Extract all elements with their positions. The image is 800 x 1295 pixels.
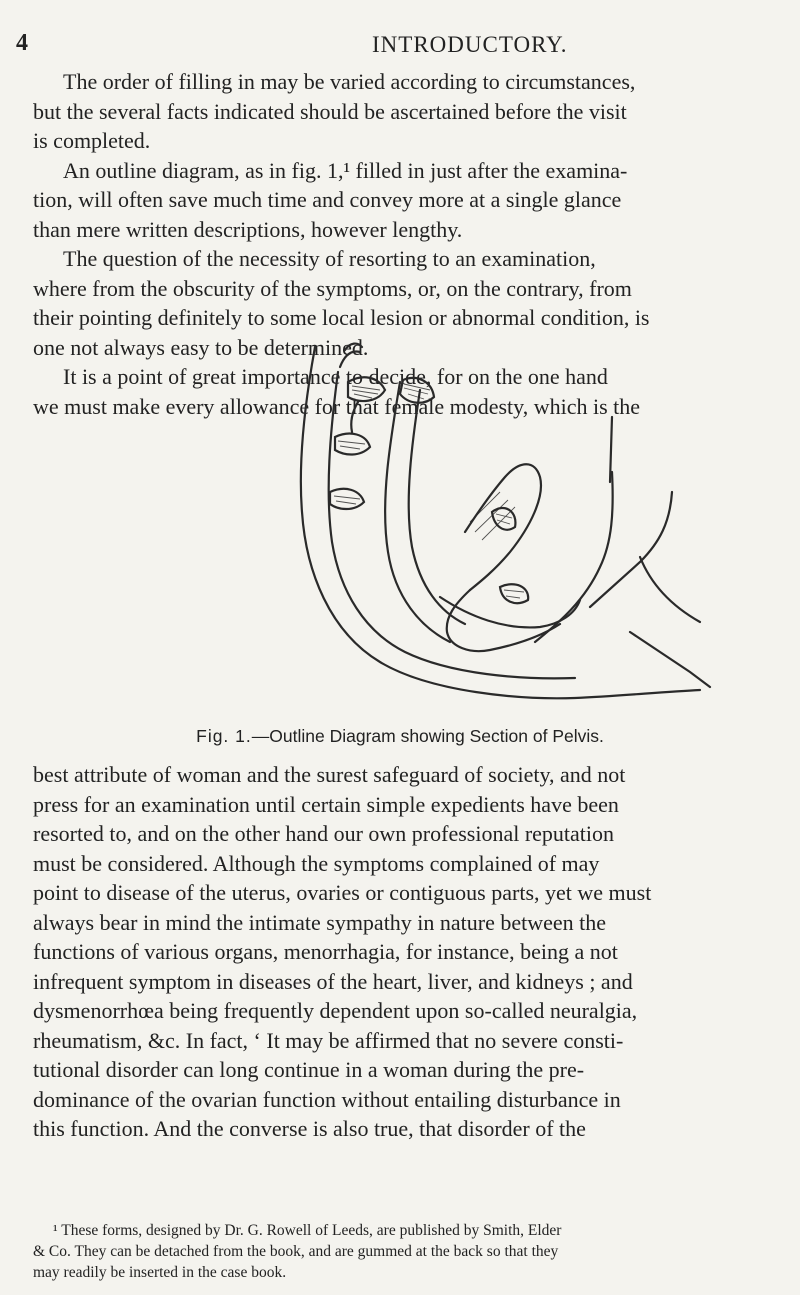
footnote bbox=[33, 1220, 773, 1283]
text-line: than mere written descriptions, however lengthy. bbox=[33, 216, 463, 242]
vaginal-canal bbox=[447, 590, 560, 651]
text-line: is completed. bbox=[33, 128, 151, 153]
text-line: one not always easy to be determined. bbox=[33, 334, 369, 360]
footnote-line: may readily be inserted in the case book. bbox=[33, 1264, 287, 1281]
text-line: always bear in mind the intimate sympathy in nature between the bbox=[33, 909, 607, 935]
text-line: this function. And the converse is also true, that disorder of the bbox=[33, 1116, 586, 1141]
pelvis-outline-diagram bbox=[0, 342, 800, 722]
text-line: tion, will often save much time and convey more at a single glance bbox=[33, 187, 622, 212]
text-line: best attribute of woman and the surest safeguard of society, and not bbox=[33, 762, 626, 787]
figure-caption bbox=[0, 726, 800, 747]
pelvis-section-figure bbox=[0, 342, 800, 722]
hatching bbox=[334, 384, 524, 598]
text-line: but the several facts indicated should be ascertained before the visit bbox=[33, 98, 627, 124]
text-line: we must make every allowance for that female modesty, which is the bbox=[33, 393, 641, 419]
text-line: must be considered. Although the symptoms complained of may bbox=[33, 850, 600, 876]
page-number: 4 bbox=[16, 30, 28, 56]
text-line: The order of filling in may be varied according to circumstances, bbox=[63, 69, 636, 94]
rectum-outline bbox=[385, 382, 450, 642]
footnote-line: ¹ These forms, designed by Dr. G. Rowell of Leeds, are published by Smith, Elder bbox=[53, 1222, 562, 1239]
text-line: The question of the necessity of resorting to an examination, bbox=[63, 246, 596, 271]
text-line: functions of various organs, menorrhagia, for instance, being a not bbox=[33, 939, 618, 964]
text-line: rheumatism, &c. In fact, ‘ It may be affirmed that no severe consti- bbox=[33, 1027, 624, 1053]
running-head: INTRODUCTORY. bbox=[372, 32, 568, 57]
outer-outline bbox=[301, 347, 700, 698]
text-line: point to disease of the uterus, ovaries or contiguous parts, yet we must bbox=[33, 880, 652, 905]
inner-rectum bbox=[409, 390, 465, 624]
text-line: infrequent symptom in diseases of the heart, liver, and kidneys ; and bbox=[33, 968, 633, 994]
vertebra-1 bbox=[348, 377, 385, 401]
thigh-line bbox=[640, 557, 700, 622]
sacrum-outline bbox=[329, 372, 575, 678]
pubic-line bbox=[535, 472, 613, 642]
figure-caption-text: —Outline Diagram showing Section of Pelvis. bbox=[251, 726, 604, 746]
spine-top bbox=[340, 352, 360, 367]
uterus-outline bbox=[465, 464, 541, 590]
text-line: An outline diagram, as in fig. 1,¹ filled in just after the examina- bbox=[63, 157, 628, 183]
text-line: resorted to, and on the other hand our own professional reputation bbox=[33, 821, 615, 846]
text-line: press for an examination until certain simple expedients have been bbox=[33, 791, 619, 817]
body-text-bottom bbox=[33, 760, 773, 1144]
figure-label: Fig. 1. bbox=[196, 726, 252, 746]
ovary-outline bbox=[500, 584, 528, 603]
page-header bbox=[0, 30, 800, 60]
text-line: It is a point of great importance to decide, for on the one hand bbox=[63, 364, 608, 389]
perineum-line bbox=[630, 632, 710, 687]
footnote-line: & Co. They can be detached from the book, and are gummed at the back so that they bbox=[33, 1243, 559, 1260]
vertebra-2 bbox=[400, 378, 434, 403]
text-line: where from the obscurity of the symptoms, or, on the contrary, from bbox=[33, 275, 632, 301]
text-line: dysmenorrhœa being frequently dependent upon so-called neuralgia, bbox=[33, 998, 638, 1023]
text-line: their pointing definitely to some local lesion or abnormal condition, is bbox=[33, 305, 650, 330]
text-line: tutional disorder can long continue in a woman during the pre- bbox=[33, 1057, 585, 1082]
text-line: dominance of the ovarian function without entailing disturbance in bbox=[33, 1086, 621, 1112]
sacral-tip bbox=[345, 344, 362, 350]
inner-vertebra bbox=[351, 402, 358, 432]
